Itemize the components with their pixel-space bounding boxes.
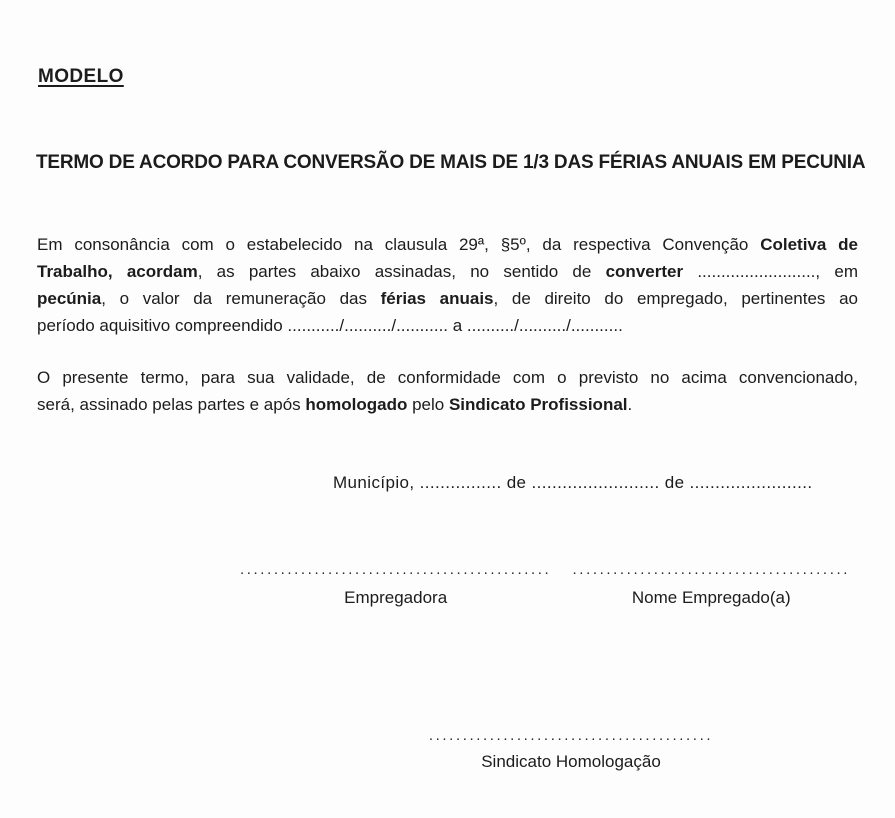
signature-employee: [573, 562, 850, 608]
text-run-bold: homologado: [305, 395, 408, 414]
signature-label: Empregadora: [344, 588, 448, 607]
signature-label: Sindicato Homologação: [481, 752, 661, 771]
signature-label: Nome Empregado(a): [631, 588, 791, 607]
paragraph-intro: [37, 231, 858, 339]
text-run: será, assinado pelas partes e após: [37, 395, 306, 414]
paragraph-line: [37, 258, 858, 285]
signature-dotted-line: ..............................................: [240, 561, 552, 578]
text-run: , de direito do empregado, pertinentes ao: [493, 289, 858, 308]
signature-employer: [240, 562, 551, 608]
text-run-bold: converter: [605, 262, 684, 281]
signature-union: [421, 728, 721, 772]
date-place-line: Município, ................ de ......................... de ........................: [333, 473, 813, 492]
text-run-bold: Trabalho, acordam: [37, 262, 198, 281]
paragraph-line: [37, 312, 858, 339]
text-run-bold: Sindicato Profissional: [448, 395, 628, 414]
paragraph-validity: [37, 364, 858, 418]
signature-dotted-line: ..........................................: [428, 727, 714, 744]
paragraph-line: [37, 231, 858, 258]
modelo-heading: MODELO: [38, 66, 124, 87]
signature-dotted-line: .........................................: [572, 561, 850, 578]
text-run: , o valor da remuneração das: [101, 289, 381, 308]
text-run-bold: pecúnia: [37, 289, 102, 308]
text-run: , as partes abaixo assinadas, no sentido de: [197, 262, 606, 281]
text-run: .: [627, 395, 633, 414]
text-run-bold: Coletiva de: [760, 235, 858, 254]
paragraph-line: [37, 285, 858, 312]
paragraph-line: [37, 364, 858, 391]
paragraph-line: [37, 391, 858, 418]
signature-row: [240, 562, 850, 608]
document-title: TERMO DE ACORDO PARA CONVERSÃO DE MAIS DE 1/3 DAS FÉRIAS ANUAIS EM PECUNIA: [36, 152, 866, 173]
text-run: O presente termo, para sua validade, de conformidade com o previsto no acima convencionado,: [37, 368, 858, 387]
text-run-bold: férias anuais: [380, 289, 494, 308]
text-run: pelo: [407, 395, 449, 414]
text-run: Em consonância com o estabelecido na clausula 29ª, §5º, da respectiva Convenção: [37, 235, 761, 254]
text-run: ........................., em: [683, 262, 858, 281]
text-run: período aquisitivo compreendido .........../........../........... a ........../........../...........: [37, 316, 623, 335]
